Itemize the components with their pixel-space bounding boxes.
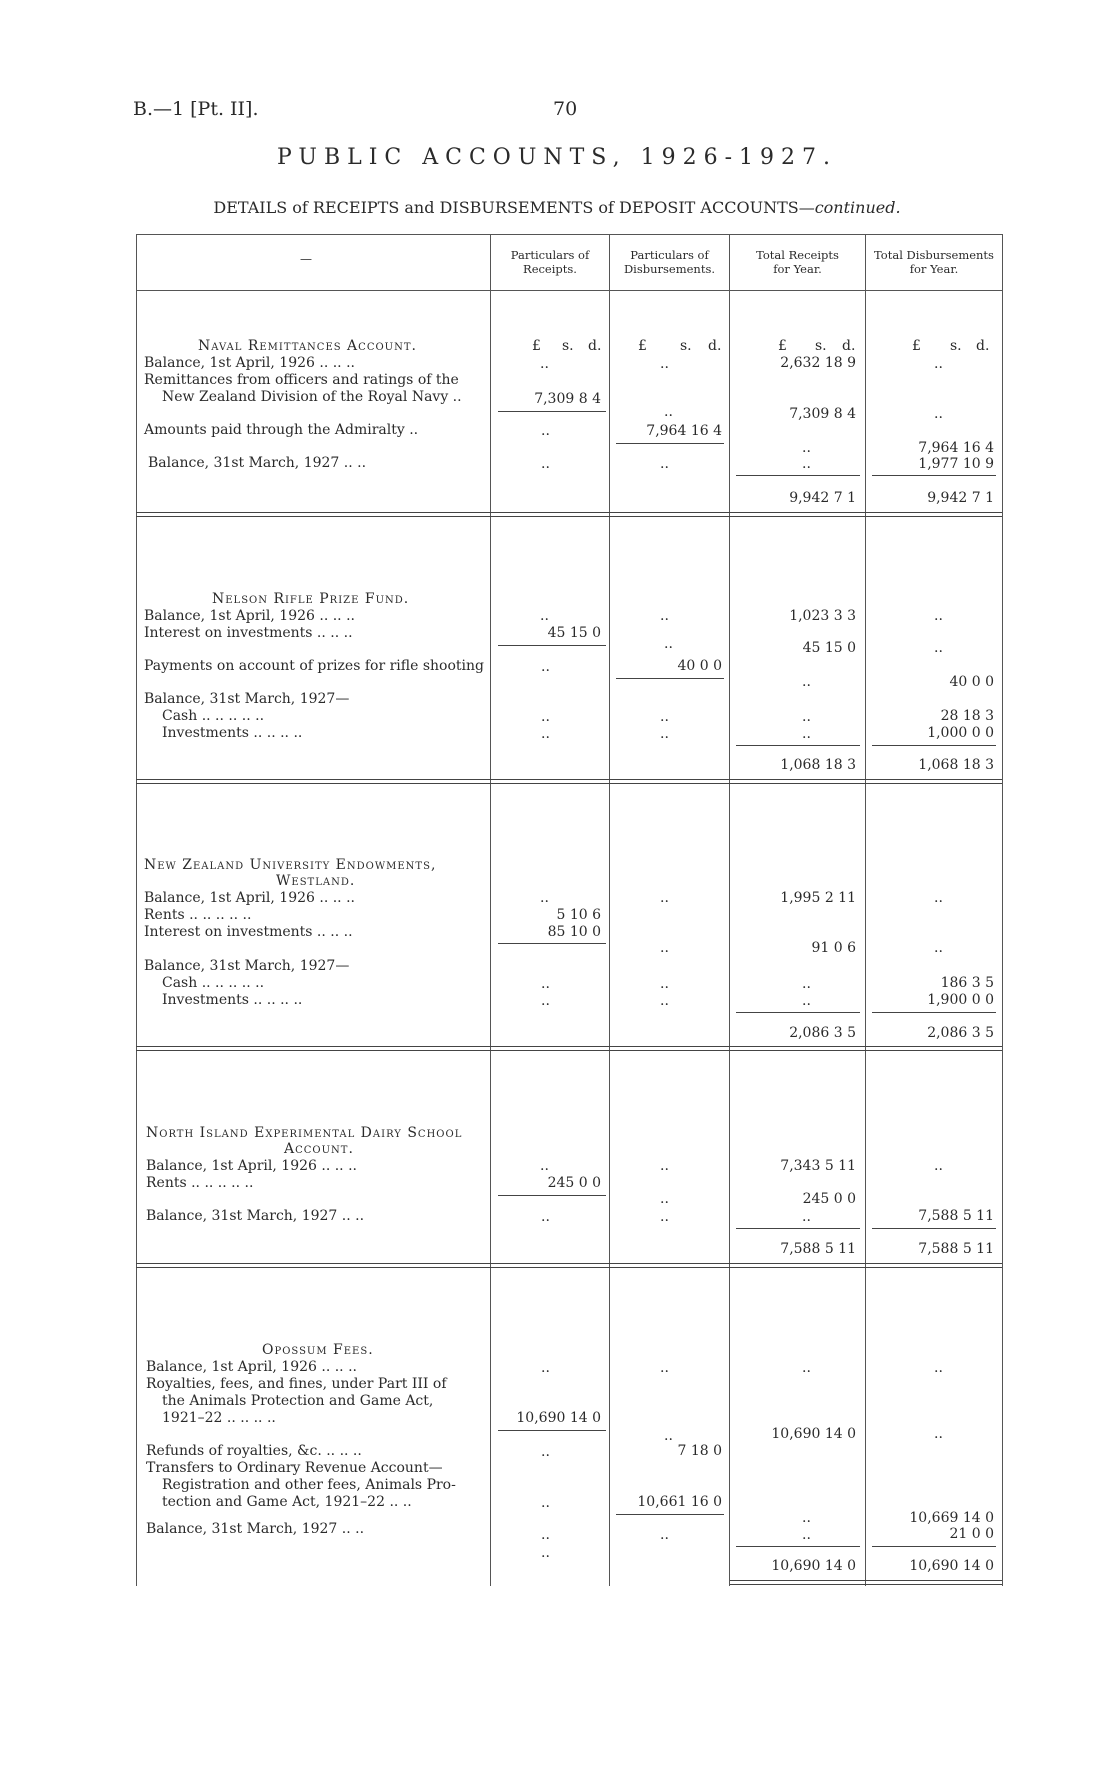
ellipsis: ..	[802, 1527, 811, 1543]
ellipsis: ..	[541, 1209, 550, 1225]
section-title-line1: New Zealand University Endowments,	[144, 857, 437, 873]
ellipsis: ..	[660, 993, 669, 1009]
ellipsis: ..	[934, 1426, 943, 1442]
receipts-value: 5 10 6	[556, 907, 601, 923]
subtotal-rule	[616, 1514, 724, 1515]
row-label: Interest on investments .. .. ..	[144, 625, 353, 641]
page-title: PUBLIC ACCOUNTS, 1926-1927.	[277, 145, 837, 170]
row-label: Balance, 1st April, 1926 .. .. ..	[144, 890, 355, 906]
ellipsis: ..	[660, 709, 669, 725]
ellipsis: ..	[540, 356, 549, 372]
receipts-value: 10,690 14 0	[516, 1410, 601, 1426]
ellipsis: ..	[802, 993, 811, 1009]
ellipsis: ..	[934, 640, 943, 656]
row-label: Balance, 31st March, 1927—	[144, 691, 350, 707]
pound-sign: £	[638, 338, 647, 354]
total-disbursements-value: 40 0 0	[949, 674, 994, 690]
ellipsis: ..	[660, 940, 669, 956]
total-receipts-value: 1,995 2 11	[780, 890, 856, 906]
row-label: Balance, 31st March, 1927—	[144, 958, 350, 974]
disbursements-value: 7,964 16 4	[646, 423, 722, 439]
disbursements-value: 10,661 16 0	[637, 1494, 722, 1510]
total-disbursements-value: 1,000 0 0	[927, 725, 994, 741]
total-rule	[736, 1012, 860, 1013]
total-receipts-header-line1: Total Receipts	[756, 248, 839, 262]
total-receipts-value: 91 0 6	[811, 940, 856, 956]
row-label: Rents .. .. .. .. ..	[146, 1175, 254, 1191]
row-label: Balance, 1st April, 1926 .. .. ..	[144, 355, 355, 371]
section-end-rule	[136, 1046, 1002, 1051]
ellipsis: ..	[802, 456, 811, 472]
col-rule-total-disbursements	[865, 234, 866, 1586]
row-label: New Zealand Division of the Royal Navy ..	[162, 389, 462, 405]
ellipsis: ..	[660, 1158, 669, 1174]
total-disbursements-value: 7,588 5 11	[918, 1208, 994, 1224]
ellipsis: ..	[541, 1527, 550, 1543]
row-label: the Animals Protection and Game Act,	[162, 1393, 434, 1409]
ellipsis: ..	[934, 940, 943, 956]
ellipsis: ..	[541, 1360, 550, 1376]
subtotal-rule	[498, 1195, 606, 1196]
row-label: Balance, 1st April, 1926 .. .. ..	[146, 1359, 357, 1375]
ellipsis: ..	[541, 456, 550, 472]
total-receipts-sum: 2,086 3 5	[789, 1025, 856, 1041]
ellipsis: ..	[660, 1360, 669, 1376]
table-top-rule	[136, 234, 1002, 235]
ellipsis: ..	[934, 608, 943, 624]
ellipsis: ..	[660, 608, 669, 624]
total-receipts-value: 2,632 18 9	[780, 355, 856, 371]
ellipsis: ..	[660, 976, 669, 992]
ellipsis: ..	[541, 1495, 550, 1511]
total-rule	[736, 1228, 860, 1229]
ellipsis: ..	[802, 709, 811, 725]
table-right-rule	[1002, 234, 1003, 1586]
total-disbursements-value: 1,977 10 9	[918, 456, 994, 472]
row-label: Investments .. .. .. ..	[162, 992, 303, 1008]
section-title: Opossum Fees.	[262, 1342, 374, 1358]
ellipsis: ..	[934, 406, 943, 422]
ellipsis: ..	[664, 404, 673, 420]
total-receipts-value: 245 0 0	[802, 1191, 856, 1207]
ellipsis: ..	[660, 1209, 669, 1225]
pence-sign: d.	[588, 338, 602, 354]
total-disbursements-value: 1,900 0 0	[927, 992, 994, 1008]
total-receipts-value: 1,023 3 3	[789, 608, 856, 624]
ellipsis: ..	[660, 726, 669, 742]
section-end-rule	[136, 1263, 1002, 1268]
row-label: tection and Game Act, 1921–22 .. ..	[162, 1494, 412, 1510]
total-disbursements-sum: 10,690 14 0	[909, 1558, 994, 1574]
total-disbursements-value: 186 3 5	[940, 975, 994, 991]
ellipsis: ..	[660, 456, 669, 472]
section-title: Naval Remittances Account.	[198, 338, 417, 354]
ellipsis: ..	[541, 1545, 550, 1561]
total-disbursements-value: 10,669 14 0	[909, 1510, 994, 1526]
pound-sign: £	[532, 338, 541, 354]
ellipsis: ..	[541, 993, 550, 1009]
total-receipts-sum: 1,068 18 3	[780, 757, 856, 773]
pound-sign: £	[912, 338, 921, 354]
row-label: Balance, 31st March, 1927 .. ..	[146, 1521, 365, 1537]
shilling-sign: s.	[562, 338, 574, 354]
table-left-rule	[136, 234, 137, 1586]
total-receipts-value: 10,690 14 0	[771, 1426, 856, 1442]
pence-sign: d.	[708, 338, 722, 354]
subtotal-rule	[498, 1430, 606, 1431]
pence-sign: d.	[976, 338, 990, 354]
section-title-line2: Account.	[284, 1141, 354, 1157]
total-rule	[872, 1228, 996, 1229]
ellipsis: ..	[660, 890, 669, 906]
receipts-header-line2: Receipts.	[523, 262, 577, 276]
page-number: 70	[553, 98, 578, 120]
row-label: Refunds of royalties, &c. .. .. ..	[146, 1443, 362, 1459]
disbursements-column-header	[610, 248, 729, 276]
total-rule	[736, 475, 860, 476]
total-disbursements-value: 28 18 3	[940, 708, 994, 724]
blank-column-header: —	[300, 252, 312, 266]
ellipsis: ..	[541, 709, 550, 725]
row-label: Payments on account of prizes for rifle shooting	[144, 658, 484, 674]
receipts-value: 85 10 0	[547, 924, 601, 940]
row-label: Transfers to Ordinary Revenue Account—	[146, 1460, 443, 1476]
section-title-line2: Westland.	[276, 873, 356, 889]
total-disbursements-value: 7,964 16 4	[918, 440, 994, 456]
section-title: Nelson Rifle Prize Fund.	[212, 591, 410, 607]
receipts-value: 245 0 0	[547, 1175, 601, 1191]
subtotal-rule	[498, 943, 606, 944]
ellipsis: ..	[934, 356, 943, 372]
disbursements-header-line2: Disbursements.	[623, 262, 716, 276]
ellipsis: ..	[802, 976, 811, 992]
subtitle-main: DETAILS of RECEIPTS and DISBURSEMENTS of DEPOSIT ACCOUNTS	[213, 198, 799, 217]
total-disbursements-header-line2: for Year.	[909, 262, 959, 276]
disbursements-header-line1: Particulars of	[630, 248, 709, 262]
ellipsis: ..	[664, 636, 673, 652]
subtotal-rule	[498, 645, 606, 646]
row-label: 1921–22 .. .. .. ..	[162, 1410, 276, 1426]
total-rule	[872, 1546, 996, 1547]
total-receipts-sum: 7,588 5 11	[780, 1241, 856, 1257]
total-receipts-value: 7,343 5 11	[780, 1158, 856, 1174]
header-bottom-rule	[136, 290, 1002, 291]
ellipsis: ..	[934, 890, 943, 906]
section-end-rule	[136, 779, 1002, 784]
row-label: Balance, 31st March, 1927 .. ..	[146, 1208, 365, 1224]
ellipsis: ..	[540, 608, 549, 624]
ellipsis: ..	[540, 1158, 549, 1174]
disbursements-value: 7 18 0	[677, 1443, 722, 1459]
total-receipts-value: 7,309 8 4	[789, 406, 856, 422]
subtitle-continued: —continued.	[798, 198, 901, 217]
total-disbursements-sum: 2,086 3 5	[927, 1025, 994, 1041]
row-label: Balance, 1st April, 1926 .. .. ..	[144, 608, 355, 624]
ellipsis: ..	[802, 1360, 811, 1376]
total-disbursements-column-header	[866, 248, 1002, 276]
shilling-sign: s.	[815, 338, 827, 354]
row-label: Interest on investments .. .. ..	[144, 924, 353, 940]
subtotal-rule	[616, 443, 724, 444]
ellipsis: ..	[541, 976, 550, 992]
total-disbursements-header-line1: Total Disbursements	[874, 248, 994, 262]
ellipsis: ..	[934, 1158, 943, 1174]
receipts-header-line1: Particulars of	[510, 248, 590, 262]
total-rule	[872, 475, 996, 476]
section-title-line1: North Island Experimental Dairy School	[146, 1125, 463, 1141]
ellipsis: ..	[802, 1209, 811, 1225]
total-rule	[736, 745, 860, 746]
total-disbursements-value: 21 0 0	[949, 1526, 994, 1542]
ellipsis: ..	[664, 1428, 673, 1444]
ellipsis: ..	[660, 1527, 669, 1543]
shilling-sign: s.	[680, 338, 692, 354]
page-subtitle	[0, 198, 1114, 217]
receipts-value: 7,309 8 4	[534, 391, 601, 407]
ellipsis: ..	[541, 423, 550, 439]
total-disbursements-sum: 1,068 18 3	[918, 757, 994, 773]
row-label: Registration and other fees, Animals Pro-	[162, 1477, 456, 1493]
row-label: Cash .. .. .. .. ..	[162, 975, 265, 991]
total-receipts-sum: 9,942 7 1	[789, 490, 856, 506]
row-label: Balance, 31st March, 1927 .. ..	[148, 455, 367, 471]
ellipsis: ..	[541, 659, 550, 675]
total-disbursements-sum: 9,942 7 1	[927, 490, 994, 506]
subtotal-rule	[616, 678, 724, 679]
ellipsis: ..	[802, 674, 811, 690]
disbursements-value: 40 0 0	[677, 658, 722, 674]
pence-sign: d.	[842, 338, 856, 354]
shilling-sign: s.	[950, 338, 962, 354]
receipts-value: 45 15 0	[547, 625, 601, 641]
total-rule	[736, 1546, 860, 1547]
row-label: Amounts paid through the Admiralty ..	[144, 422, 419, 438]
receipts-column-header	[491, 248, 609, 276]
ellipsis: ..	[660, 1191, 669, 1207]
total-receipts-column-header	[730, 248, 865, 276]
total-rule	[872, 1012, 996, 1013]
ellipsis: ..	[660, 356, 669, 372]
ellipsis: ..	[802, 1510, 811, 1526]
subtotal-rule	[498, 411, 606, 412]
ellipsis: ..	[541, 1444, 550, 1460]
total-rule	[872, 745, 996, 746]
row-label: Balance, 1st April, 1926 .. .. ..	[146, 1158, 357, 1174]
col-rule-total-receipts	[729, 234, 730, 1586]
total-receipts-sum: 10,690 14 0	[771, 1558, 856, 1574]
section-end-rule	[136, 512, 1002, 517]
row-label: Cash .. .. .. .. ..	[162, 708, 265, 724]
row-label: Rents .. .. .. .. ..	[144, 907, 252, 923]
total-receipts-value: 45 15 0	[802, 640, 856, 656]
document-reference: B.—1 [Pt. II].	[133, 98, 259, 120]
section-end-rule	[730, 1580, 1002, 1585]
pound-sign: £	[778, 338, 787, 354]
row-label: Remittances from officers and ratings of the	[144, 372, 459, 388]
row-label: Royalties, fees, and fines, under Part III of	[146, 1376, 447, 1392]
total-disbursements-sum: 7,588 5 11	[918, 1241, 994, 1257]
ellipsis: ..	[541, 726, 550, 742]
ellipsis: ..	[802, 726, 811, 742]
ellipsis: ..	[540, 890, 549, 906]
row-label: Investments .. .. .. ..	[162, 725, 303, 741]
ellipsis: ..	[934, 1360, 943, 1376]
total-receipts-header-line2: for Year.	[773, 262, 822, 276]
ellipsis: ..	[802, 440, 811, 456]
